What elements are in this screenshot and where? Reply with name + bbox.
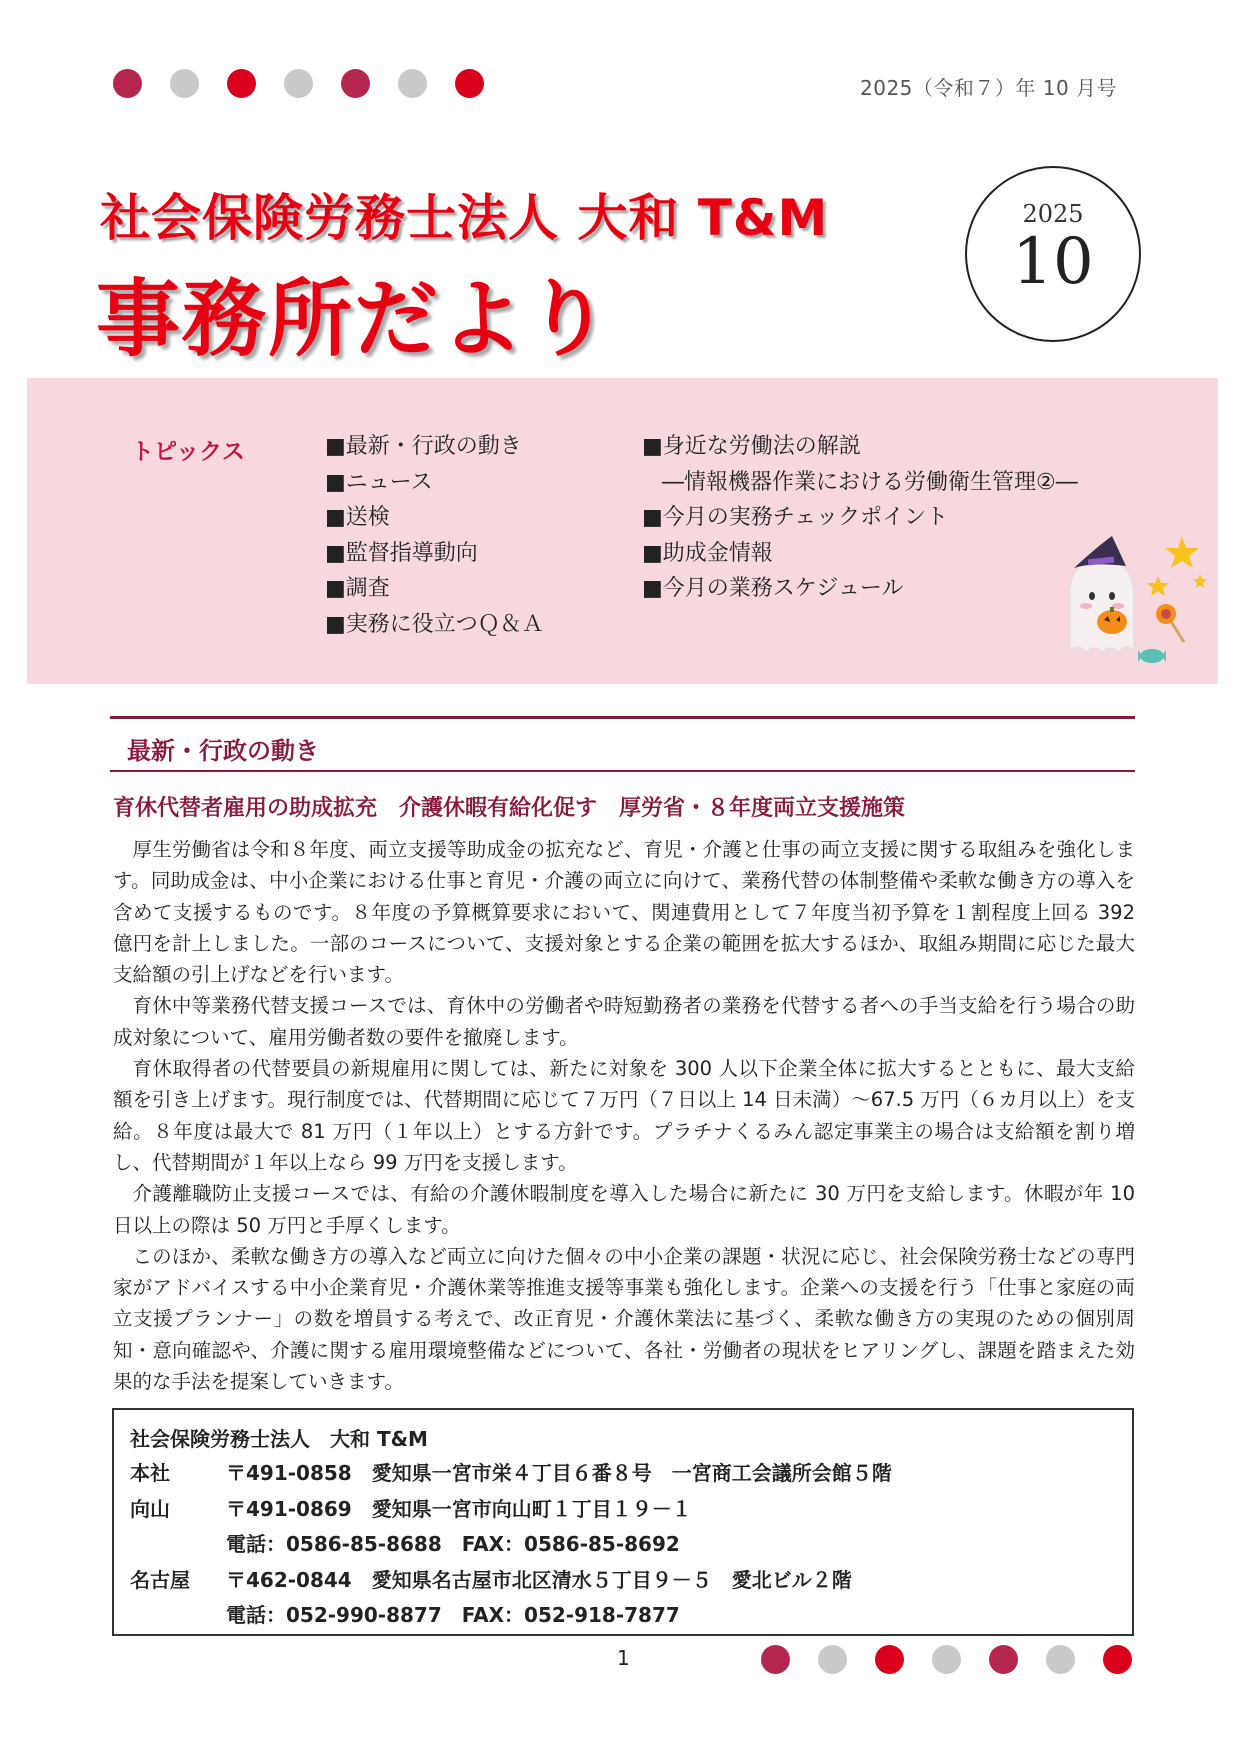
section-heading-bar: [110, 716, 1135, 772]
dot-maroon-icon: [341, 69, 370, 98]
contact-row: [130, 1527, 1116, 1563]
topic-item: ■ニュース: [325, 469, 433, 495]
issue-badge: [965, 166, 1141, 342]
topic-item: ■最新・行政の動き: [325, 434, 522, 459]
dot-gray-icon: [170, 69, 199, 98]
dot-red-icon: [455, 69, 484, 98]
office-address: 〒491-0869 愛知県一宮市向山町１丁目１９－１: [226, 1496, 692, 1521]
topic-item: ■監督指導動向: [325, 540, 478, 566]
office-name: 名古屋: [130, 1567, 190, 1592]
contact-row: [130, 1598, 1116, 1634]
dot-gray-icon: [932, 1645, 961, 1674]
dot-maroon-icon: [989, 1645, 1018, 1674]
newsletter-title: 事務所だより: [96, 270, 613, 368]
office-phone: 電話：052-990-8877 FAX：052-918-7877: [226, 1603, 680, 1627]
dot-maroon-icon: [113, 69, 142, 98]
dot-maroon-icon: [761, 1645, 790, 1674]
topics-label: トピックス: [131, 439, 245, 465]
article-paragraph: 厚生労働省は令和８年度、両立支援等助成金の拡充など、育児・介護と仕事の両立支援に関する取組みを強化します。同助成金は、中小企業における仕事と育児・介護の両立に向けて、業務代替の体制整備や柔軟な働き方の導入を含めて支援するものです。８年度の予算概算要求において、関連費用として７年度当初予算を１割程度上回る 392 億円を計上しました。一部のコースについて、支援対象とする企業の範囲を拡大するほか、取組み期間に応じた最大支給額の引上げなどを行います。: [113, 838, 1135, 987]
article-body: [113, 834, 1135, 1397]
topic-item: ■送検: [325, 505, 390, 530]
topic-item: ■調査: [325, 576, 390, 601]
article-title: 育休代替者雇用の助成拡充 介護休暇有給化促す 厚労省・８年度両立支援施策: [113, 796, 906, 821]
contact-row: [130, 1492, 1116, 1528]
contact-row: [130, 1563, 1116, 1599]
topic-item: ■助成金情報: [642, 540, 773, 566]
dot-gray-icon: [398, 69, 427, 98]
article-paragraph: 育休中等業務代替支援コースでは、育休中の労働者や時短勤務者の業務を代替する者への手当支給を行う場合の助成対象について、雇用労働者数の要件を撤廃します。: [113, 994, 1135, 1049]
topic-subtitle: ―情報機器作業における労働衛生管理②―: [662, 469, 1078, 495]
office-name: 本社: [130, 1461, 170, 1485]
dot-gray-icon: [818, 1645, 847, 1674]
issue-month: 10: [1012, 225, 1094, 299]
decorative-dots-bottom: [761, 1645, 1132, 1674]
dot-gray-icon: [1046, 1645, 1075, 1674]
article-paragraph: このほか、柔軟な働き方の導入など両立に向けた個々の中小企業の課題・状況に応じ、社会保険労務士などの専門家がアドバイスする中小企業育児・介護休業等推進支援等事業も強化します。企業への支援を行う「仕事と家庭の両立支援プランナー」の数を増員する考えで、改正育児・介護休業法に基づく、柔軟な働き方の実現のための個別周知・意向確認や、介護に関する雇用環境整備などについて、各社・労働者の現状をヒアリングし、課題を踏まえた効果的な手法を提案していきます。: [113, 1244, 1135, 1394]
article-paragraph: 育休取得者の代替要員の新規雇用に関しては、新たに対象を 300 人以下企業全体に拡大するとともに、最大支給額を引き上げます。現行制度では、代替期間に応じて７万円（７日以上 14 日未満）～67.5 万円（６カ月以上）を支給。８年度は最大で 81 万円（１年以上）とする方針です。プラチナくるみん認定事業主の場合は支給額を割り増し、代替期間が１年以上なら 99 万円を支援します。: [113, 1057, 1135, 1174]
topic-item: ■身近な労働法の解説: [642, 434, 861, 459]
issue-date: 2025（令和７）年 10 月号: [860, 76, 1118, 100]
dot-red-icon: [1103, 1645, 1132, 1674]
contact-box: [112, 1408, 1134, 1636]
contact-row: [130, 1456, 1116, 1492]
org-title: 社会保険労務士法人 大和 T&M: [100, 189, 829, 247]
article-paragraph: 介護離職防止支援コースでは、有給の介護休暇制度を導入した場合に新たに 30 万円を支給します。休暇が年 10 日以上の際は 50 万円と手厚くします。: [113, 1182, 1135, 1237]
office-address: 〒491-0858 愛知県一宮市栄４丁目６番８号 一宮商工会議所会館５階: [226, 1461, 892, 1485]
dot-red-icon: [875, 1645, 904, 1674]
office-name: [130, 1527, 226, 1563]
section-heading: 最新・行政の動き: [127, 737, 319, 765]
topic-item: ■実務に役立つＱ＆Ａ: [325, 611, 544, 637]
contact-org: 社会保険労務士法人 大和 T&M: [130, 1427, 428, 1451]
topic-item: ■今月の実務チェックポイント: [642, 505, 949, 530]
issue-year: 2025: [1022, 200, 1084, 228]
decorative-dots-top: [113, 69, 484, 98]
office-name: [130, 1598, 226, 1634]
dot-red-icon: [227, 69, 256, 98]
topic-item: ■今月の業務スケジュール: [642, 576, 904, 601]
office-phone: 電話：0586-85-8688 FAX：0586-85-8692: [226, 1532, 680, 1556]
office-address: 〒462-0844 愛知県名古屋市北区清水５丁目９－５ 愛北ビル２階: [226, 1567, 852, 1592]
page-number: 1: [617, 1646, 630, 1670]
topics-list-left: [325, 429, 544, 642]
dot-gray-icon: [284, 69, 313, 98]
topics-list-right: [642, 429, 1078, 607]
halloween-ghost-icon: [1052, 532, 1212, 672]
office-name: 向山: [130, 1496, 170, 1521]
